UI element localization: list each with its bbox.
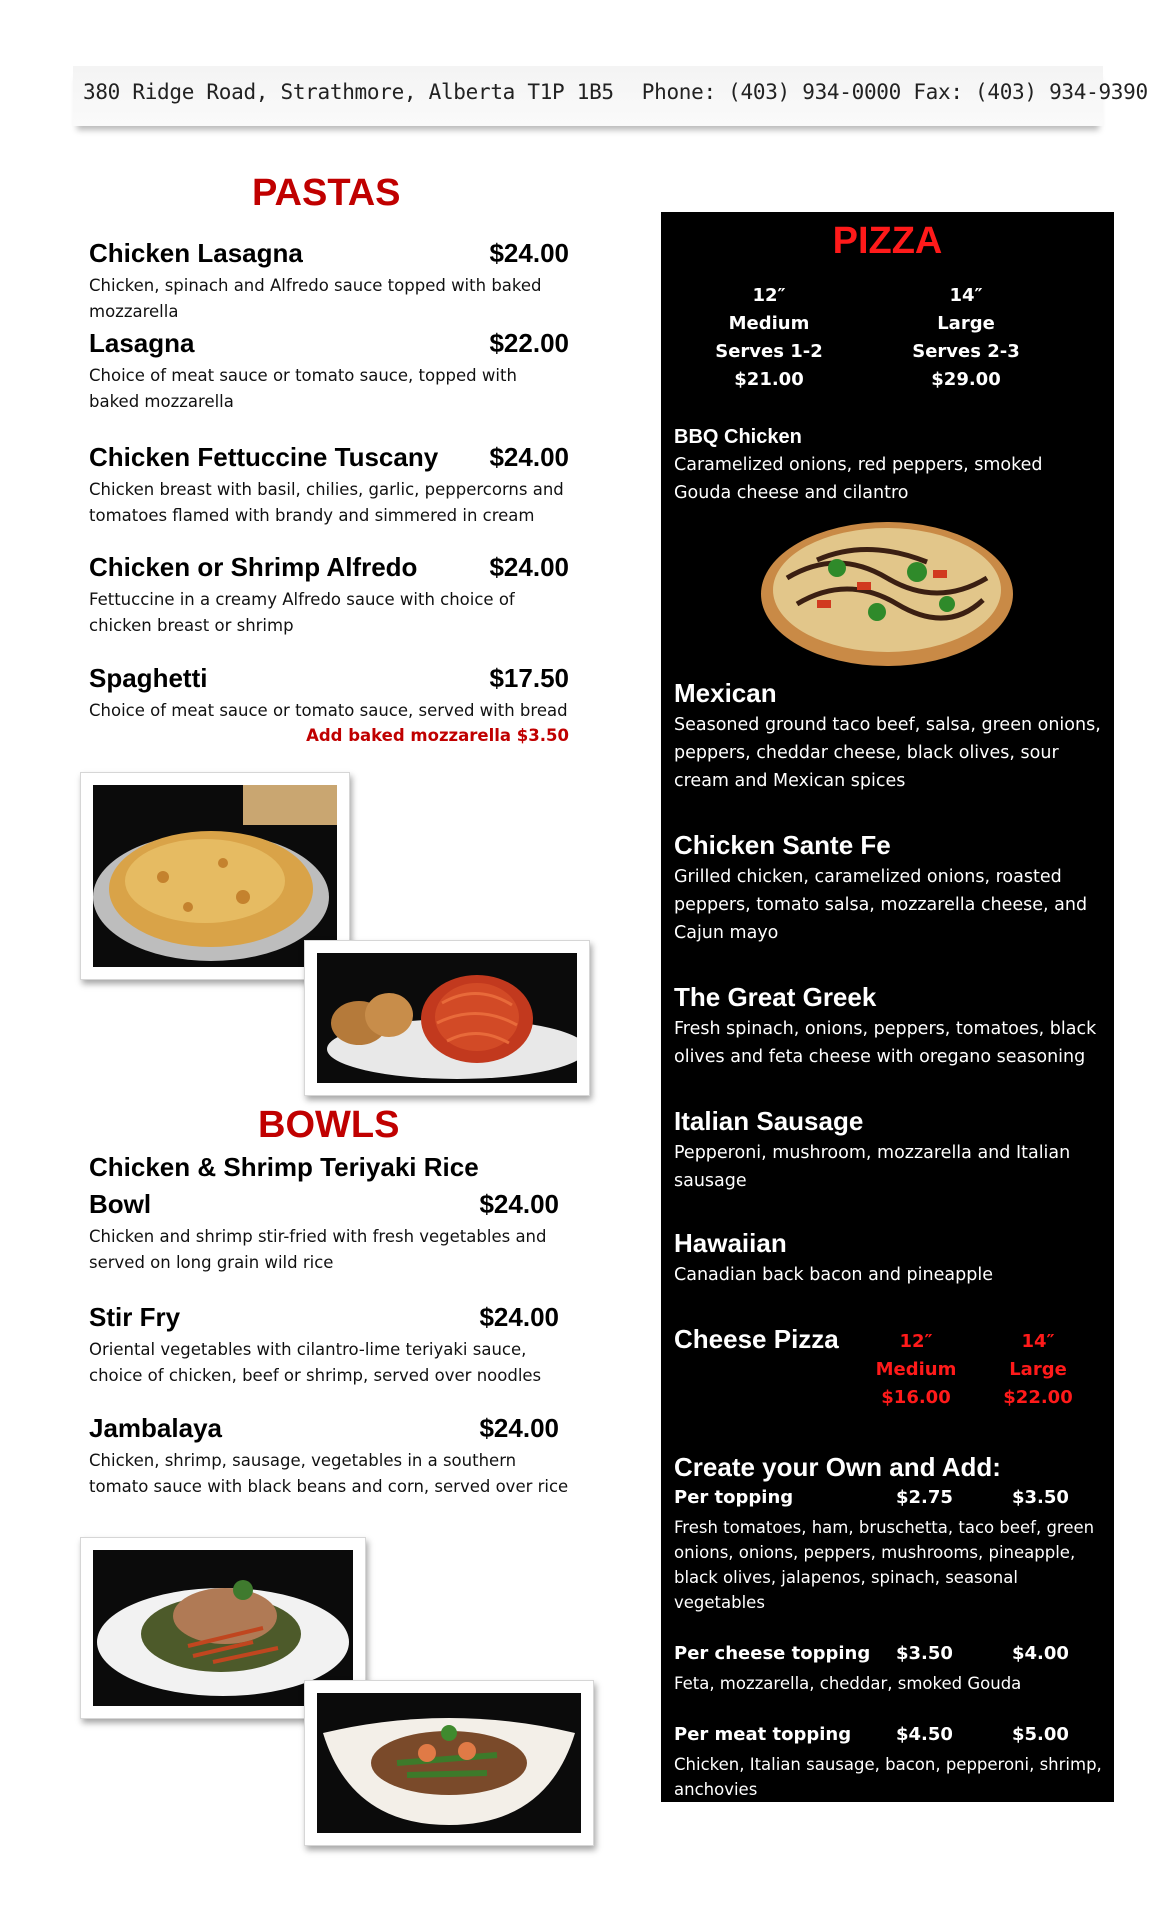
menu-item-lasagna bbox=[89, 328, 569, 415]
pizza-description: Caramelized onions, red peppers, smoked Gouda cheese and cilantro bbox=[674, 455, 1043, 503]
topping-description: Chicken, Italian sausage, bacon, pepperoni, shrimp, anchovies bbox=[674, 1755, 1102, 1799]
item-price: $24.00 bbox=[479, 1413, 559, 1443]
size-price: $29.00 bbox=[931, 369, 1001, 390]
item-price: $24.00 bbox=[479, 1189, 559, 1219]
item-price: $24.00 bbox=[489, 552, 569, 582]
jambalaya-image bbox=[317, 1693, 581, 1833]
item-name: Spaghetti bbox=[89, 663, 208, 693]
cheese-large-amount: $22.00 bbox=[1003, 1387, 1073, 1408]
topping-row-regular bbox=[674, 1487, 1104, 1515]
cheese-large-price bbox=[983, 1328, 1093, 1412]
cheese-medium-size: 12″ bbox=[899, 1331, 933, 1352]
item-name: Stir Fry bbox=[89, 1302, 181, 1332]
cheese-medium-price bbox=[861, 1328, 971, 1412]
pizza-name: Hawaiian bbox=[674, 1228, 787, 1258]
pizza-name: Chicken Sante Fe bbox=[674, 830, 891, 860]
item-description: Chicken, spinach and Alfredo sauce topped with baked mozzarella bbox=[89, 276, 542, 321]
lasagna-image bbox=[93, 785, 337, 967]
pizza-name: BBQ Chicken bbox=[674, 426, 802, 448]
item-name: Chicken or Shrimp Alfredo bbox=[89, 552, 418, 582]
item-name: Lasagna bbox=[89, 328, 195, 358]
create-your-own bbox=[674, 1452, 1104, 1802]
item-description: Choice of meat sauce or tomato sauce, topped with baked mozzarella bbox=[89, 366, 517, 411]
pizza-description: Fresh spinach, onions, peppers, tomatoes, black olives and feta cheese with oregano seasoning bbox=[674, 1019, 1097, 1067]
cheese-medium-amount: $16.00 bbox=[881, 1387, 951, 1408]
item-price: $22.00 bbox=[489, 328, 569, 358]
bowls-title: BOWLS bbox=[258, 1104, 400, 1146]
topping-row-cheese bbox=[674, 1643, 1104, 1671]
topping-large-price: $4.00 bbox=[1012, 1643, 1069, 1664]
pizza-item-chicken-sante-fe bbox=[674, 830, 1104, 947]
menu-item-stir-fry bbox=[89, 1302, 569, 1389]
item-description: Chicken breast with basil, chilies, garlic, peppercorns and tomatoes flamed with brandy and simmered in cream bbox=[89, 480, 564, 525]
pizza-item-hawaiian bbox=[674, 1228, 1104, 1289]
cheese-large-label: Large bbox=[1009, 1359, 1067, 1380]
menu-item-teriyaki-rice-bowl bbox=[89, 1152, 559, 1276]
pizza-item-mexican bbox=[674, 678, 1104, 795]
pizza-name: Mexican bbox=[674, 678, 777, 708]
item-description: Oriental vegetables with cilantro-lime teriyaki sauce, choice of chicken, beef or shrimp, served over noodles bbox=[89, 1340, 542, 1385]
size-price: $21.00 bbox=[734, 369, 804, 390]
size-serves: Serves 2-3 bbox=[912, 341, 1020, 362]
menu-item-jambalaya bbox=[89, 1413, 569, 1500]
item-price: $24.00 bbox=[479, 1302, 559, 1332]
pizza-description: Canadian back bacon and pineapple bbox=[674, 1265, 993, 1285]
topping-medium-price: $3.50 bbox=[896, 1643, 953, 1664]
topping-description: Feta, mozzarella, cheddar, smoked Gouda bbox=[674, 1674, 1022, 1693]
item-description: Chicken, shrimp, sausage, vegetables in a southern tomato sauce with black beans and corn, served over rice bbox=[89, 1451, 569, 1496]
topping-label: Per meat topping bbox=[674, 1724, 852, 1745]
menu-item-chicken-fettuccine-tuscany bbox=[89, 442, 569, 529]
size-label: Large bbox=[937, 313, 995, 334]
pizza-description: Seasoned ground taco beef, salsa, green onions, peppers, cheddar cheese, black olives, sour cream and Mexican spices bbox=[674, 715, 1101, 791]
pizza-name: The Great Greek bbox=[674, 982, 877, 1012]
item-description: Fettuccine in a creamy Alfredo sauce with choice of chicken breast or shrimp bbox=[89, 590, 515, 635]
topping-label: Per cheese topping bbox=[674, 1643, 871, 1664]
topping-large-price: $5.00 bbox=[1012, 1724, 1069, 1745]
item-description: Choice of meat sauce or tomato sauce, served with bread bbox=[89, 701, 568, 720]
pizza-item-great-greek bbox=[674, 982, 1104, 1071]
item-price: $17.50 bbox=[489, 663, 569, 693]
item-price: $24.00 bbox=[489, 442, 569, 472]
pastas-title: PASTAS bbox=[252, 172, 401, 214]
jambalaya-photo bbox=[304, 1680, 594, 1846]
topping-medium-price: $2.75 bbox=[896, 1487, 953, 1508]
pizza-title: PIZZA bbox=[832, 220, 943, 262]
header-banner bbox=[73, 66, 1148, 126]
item-name: Jambalaya bbox=[89, 1413, 222, 1443]
topping-row-meat bbox=[674, 1724, 1104, 1752]
pizza-description: Grilled chicken, caramelized onions, roasted peppers, tomato salsa, mozzarella cheese, and Cajun mayo bbox=[674, 867, 1088, 943]
bbq-pizza-photo bbox=[757, 508, 1017, 674]
pizza-name: Cheese Pizza bbox=[674, 1324, 839, 1354]
pizza-description: Pepperoni, mushroom, mozzarella and Italian sausage bbox=[674, 1143, 1071, 1191]
create-title: Create your Own and Add: bbox=[674, 1452, 1001, 1482]
banner-text bbox=[83, 80, 1148, 104]
item-name: Chicken Fettuccine Tuscany bbox=[89, 442, 439, 472]
cheese-medium-label: Medium bbox=[875, 1359, 957, 1380]
menu-item-spaghetti bbox=[89, 663, 569, 745]
spaghetti-image bbox=[317, 953, 577, 1083]
address-text: 380 Ridge Road, Strathmore, Alberta T1P 1B5 bbox=[83, 80, 614, 104]
item-name-cont: Bowl bbox=[89, 1189, 152, 1219]
size-serves: Serves 1-2 bbox=[715, 341, 823, 362]
pizza-item-bbq-chicken bbox=[674, 426, 1104, 507]
cheese-large-size: 14″ bbox=[1021, 1331, 1055, 1352]
size-label: Medium bbox=[728, 313, 810, 334]
item-name: Chicken & Shrimp Teriyaki Rice bbox=[89, 1152, 479, 1182]
size-inches: 12″ bbox=[752, 285, 786, 306]
item-description: Chicken and shrimp stir-fried with fresh vegetables and served on long grain wild rice bbox=[89, 1227, 547, 1272]
size-large bbox=[891, 282, 1041, 394]
topping-medium-price: $4.50 bbox=[896, 1724, 953, 1745]
size-medium bbox=[694, 282, 844, 394]
topping-large-price: $3.50 bbox=[1012, 1487, 1069, 1508]
topping-label: Per topping bbox=[674, 1487, 794, 1508]
add-mozzarella-note: Add baked mozzarella $3.50 bbox=[306, 726, 569, 745]
bbq-pizza-image bbox=[757, 508, 1017, 674]
spaghetti-photo bbox=[304, 940, 590, 1096]
size-inches: 14″ bbox=[949, 285, 983, 306]
pizza-name: Italian Sausage bbox=[674, 1106, 864, 1136]
menu-item-chicken-lasagna bbox=[89, 238, 569, 325]
topping-description: Fresh tomatoes, ham, bruschetta, taco beef, green onions, onions, peppers, mushrooms, pineapple, black olives, jalapenos, spinach, seasonal vegetables bbox=[674, 1518, 1095, 1612]
item-price: $24.00 bbox=[489, 238, 569, 268]
pizza-item-italian-sausage bbox=[674, 1106, 1104, 1195]
item-name: Chicken Lasagna bbox=[89, 238, 303, 268]
phone-fax-text: Phone: (403) 934-0000 Fax: (403) 934-9390 bbox=[641, 80, 1148, 104]
menu-item-chicken-or-shrimp-alfredo bbox=[89, 552, 569, 639]
pizza-panel bbox=[661, 212, 1114, 1802]
